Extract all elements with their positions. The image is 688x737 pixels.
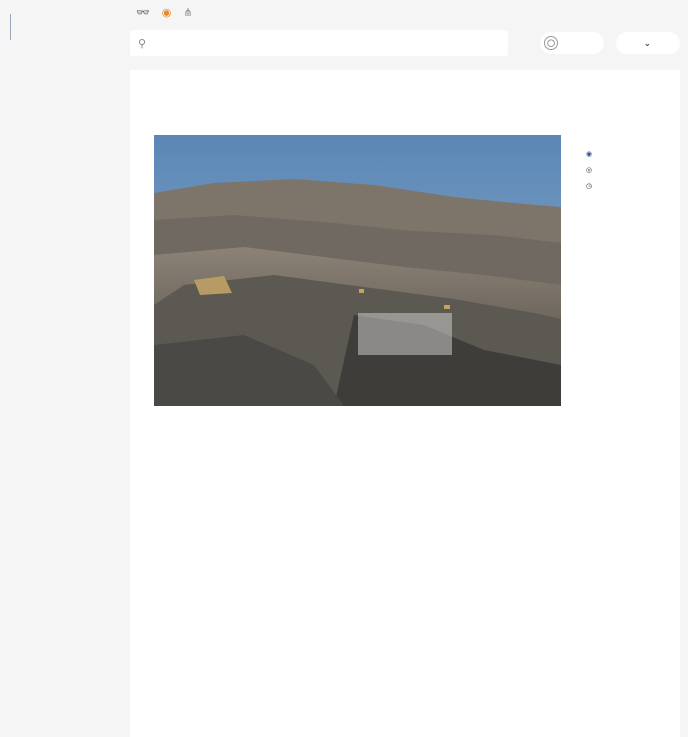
rubric-submenu: [0, 70, 130, 74]
site-logo[interactable]: [6, 14, 75, 40]
share-icon[interactable]: ⋔: [183, 7, 193, 19]
publish-time: [586, 182, 597, 190]
telegram-icon[interactable]: [585, 5, 599, 19]
article-body: [186, 432, 626, 442]
clock-icon: ◷: [586, 183, 593, 190]
language-select[interactable]: [616, 32, 680, 54]
search-icon: ⚲: [138, 37, 147, 50]
article-container: [130, 70, 680, 737]
top-header: [0, 0, 688, 70]
cabinet-button[interactable]: [540, 32, 604, 54]
quarry-image: [154, 135, 561, 406]
glasses-icon[interactable]: 👓: [136, 7, 150, 19]
telegram-channel-icon[interactable]: [608, 5, 622, 19]
article-photo[interactable]: [154, 135, 561, 406]
search-input[interactable]: [152, 39, 492, 48]
rss-icon[interactable]: ◉: [161, 7, 172, 19]
logo-divider: [10, 14, 11, 40]
user-icon: ◯: [544, 36, 558, 50]
article-meta: [586, 150, 597, 198]
views-count: [586, 166, 597, 174]
photo-watermark: [358, 313, 452, 355]
play-icon: ◉: [586, 151, 593, 158]
top-icons: [136, 6, 193, 19]
search-bar[interactable]: [130, 30, 508, 56]
chevron-down-icon: ⌄: [644, 38, 651, 48]
facebook-icon[interactable]: [654, 5, 668, 19]
sidebar-nav: [0, 70, 130, 74]
eye-icon: ◎: [586, 167, 593, 174]
listen-control[interactable]: [586, 150, 597, 158]
social-links: [585, 5, 668, 19]
instagram-icon[interactable]: [631, 5, 645, 19]
